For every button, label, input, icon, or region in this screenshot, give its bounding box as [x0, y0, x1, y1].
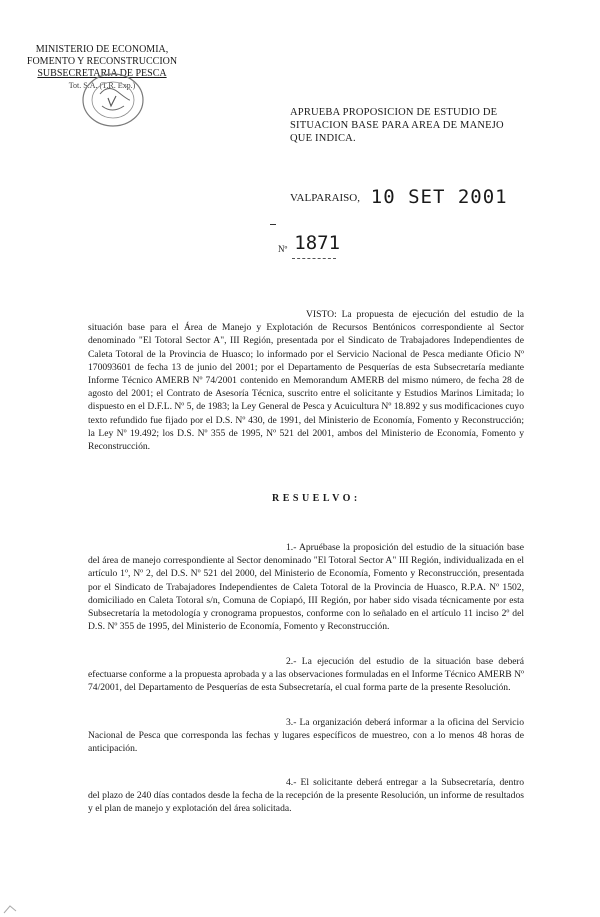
- file-reference: Tot. S.A. (T.R. Exp.): [68, 81, 136, 90]
- resolution-subject: [290, 106, 570, 145]
- subject-line: SITUACION BASE PARA AREA DE MANEJO: [290, 120, 504, 131]
- resuelvo-heading: RESUELVO:: [272, 493, 361, 504]
- article-1-paragraph: 1.- Apruébase la proposición del estudio de la situación base del área de manejo correspondiente al Sector denominado "El Totoral Sector A" III Región, individualizada en el artículo 1º, Nº 2, del D.S. Nº 521 del 2000, del Ministerio de Economía, Fomento y Reconstrucción, presentada por el Sindicato de Trabajadores Independientes de Caleta Totoral de la Provincia de Huasco, R.P.A. Nº 1502, domiciliado en Caleta Totoral s/n, Comuna de Copiapó, III Región, por haber sido visada técnicamente por esta Subsecretaría la metodología y cronograma propuestos, conforme con lo señalado en el artículo 11 inciso 2º del D.S. Nº 355 de 1995, del Ministerio de Economía, Fomento y Reconstrucción.: [88, 542, 524, 633]
- date-line: [290, 184, 508, 206]
- number-value: 1871: [294, 232, 341, 254]
- resolution-number: [278, 232, 340, 254]
- date-stamp: 10 SET 2001: [370, 186, 508, 208]
- subject-line: QUE INDICA.: [290, 133, 356, 144]
- number-underline: [292, 258, 336, 259]
- subject-line: APRUEBA PROPOSICION DE ESTUDIO DE: [290, 107, 498, 118]
- article-4-paragraph: 4.- El solicitante deberá entregar a la Subsecretaría, dentro del plazo de 240 días contados desde la fecha de la recepción de la presente Resolución, un informe de resultados y el plan de manejo y explotación del área solicitada.: [88, 777, 524, 815]
- official-seal-stamp: [78, 70, 148, 130]
- number-prefix: Nº: [278, 244, 288, 254]
- scan-edge-mark: [2, 903, 20, 915]
- article-3-paragraph: 3.- La organización deberá informar a la oficina del Servicio Nacional de Pesca que corresponda las fechas y lugares específicos de muestreo, con a lo menos 48 horas de anticipación.: [88, 717, 524, 755]
- number-mark: [270, 224, 276, 225]
- ministry-line: FOMENTO Y RECONSTRUCCION: [26, 56, 178, 67]
- visto-paragraph: VISTO: La propuesta de ejecución del estudio de la situación base para el Área de Manejo y Explotación de Recursos Bentónicos correspondiente al Sector denominado "El Totoral Sector A", III Región, presentada por el Sindicato de Trabajadores Independientes de Caleta Totoral de la Provincia de Huasco; lo informado por el Servicio Nacional de Pesca mediante Oficio Nº 170093601 de fecha 13 de junio del 2001; por el Departamento de Pesquerías de esta Subsecretaría mediante Informe Técnico AMERB Nº 74/2001 contenido en Memorandum AMERB del mismo número, de fecha 28 de agosto del 2001; el Contrato de Asesoría Técnica, suscrito entre el solicitante y Estudios Marinos Limitada; lo dispuesto en el D.F.L. Nº 5, de 1983; la Ley General de Pesca y Acuicultura Nº 18.892 y sus modificaciones cuyo texto refundido fue fijado por el D.S. Nº 430, de 1991, del Ministerio de Economía, Fomento y Reconstrucción; la Ley Nº 19.492; los D.S. Nº 355 de 1995, Nº 521 del 2001, ambos del Ministerio de Economía, Fomento y Reconstrucción.: [88, 309, 524, 453]
- article-2-paragraph: 2.- La ejecución del estudio de la situación base deberá efectuarse conforme a la propuesta aprobada y a las observaciones formuladas en el Informe Técnico AMERB Nº 74/2001, del Departamento de Pesquerías de esta Subsecretaría, el cual forma parte de la presente Resolución.: [88, 656, 524, 694]
- subsecretaria-line: SUBSECRETARIA DE PESCA: [37, 68, 167, 79]
- ministry-line: MINISTERIO DE ECONOMIA,: [35, 44, 169, 55]
- place-label: VALPARAISO,: [290, 192, 360, 204]
